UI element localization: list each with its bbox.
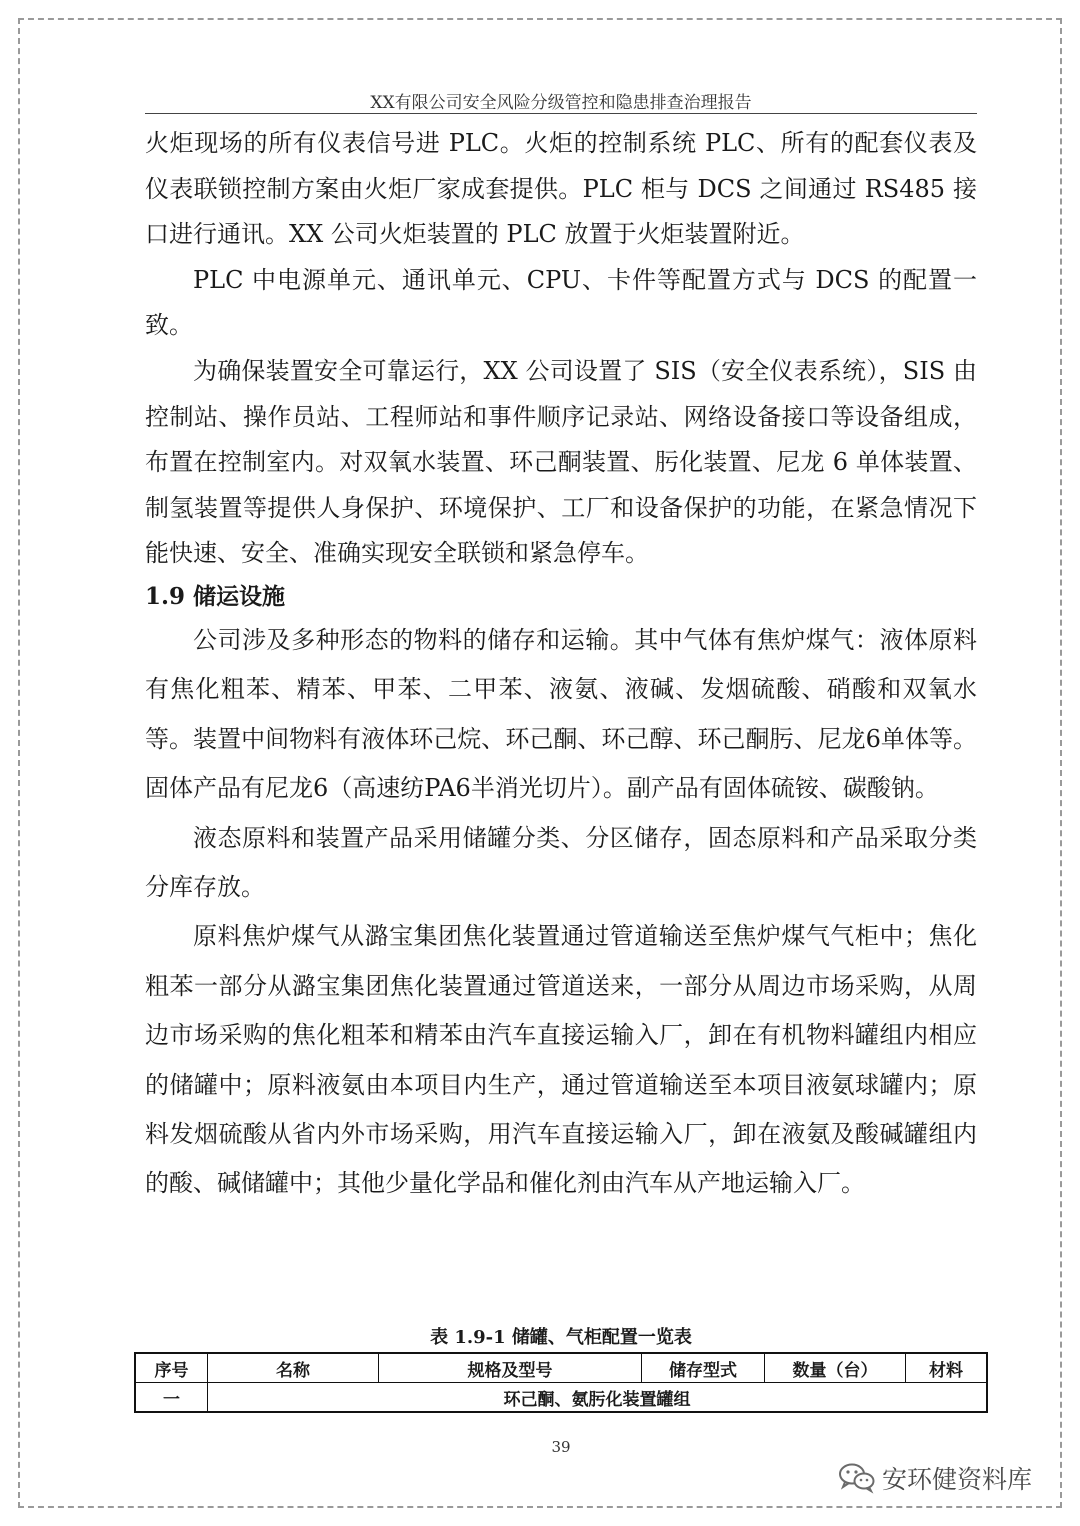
paragraph-storage: 液态原料和装置产品采用储罐分类、分区储存，固态原料和产品采取分类分库存放。: [145, 823, 977, 901]
page-number: 39: [551, 1438, 571, 1456]
page-content: [145, 121, 977, 1209]
column-header: 材料: [906, 1353, 988, 1383]
column-header: 规格及型号: [379, 1353, 642, 1383]
wechat-icon: [838, 1462, 876, 1494]
table-header-row: [135, 1353, 987, 1383]
column-header: 序号: [135, 1353, 208, 1383]
tank-config-table: [134, 1352, 988, 1413]
table-row: [135, 1383, 987, 1413]
paragraph-plc-signals: 火炬现场的所有仪表信号进 PLC。火炬的控制系统 PLC、所有的配套仪表及仪表联锁控制方案由火炬厂家成套提供。PLC 柜与 DCS 之间通过 RS485 接口进行通讯。XX 公司火炬装置的 PLC 放置于火炬装置附近。: [145, 129, 977, 249]
column-header: 名称: [208, 1353, 379, 1383]
paragraph-materials: 公司涉及多种形态的物料的储存和运输。其中气体有焦炉煤气：液体原料有焦化粗苯、精苯、甲苯、二甲苯、液氨、液碱、发烟硫酸、硝酸和双氧水等。装置中间物料有液体环己烷、环己酮、环己醇、环己酮肟、尼龙6单体等。固体产品有尼龙6（高速纺PA6半消光切片）。副产品有固体硫铵、碳酸钠。: [145, 625, 977, 803]
row-index: 一: [135, 1383, 208, 1413]
column-header: 储存型式: [642, 1353, 765, 1383]
group-name: 环己酮、氨肟化装置罐组: [208, 1383, 988, 1413]
paragraph-sis: 为确保装置安全可靠运行，XX 公司设置了 SIS（安全仪表系统），SIS 由控制站、操作员站、工程师站和事件顺序记录站、网络设备接口等设备组成，布置在控制室内。对双氧水装置、环己酮装置、肟化装置、尼龙 6 单体装置、制氢装置等提供人身保护、环境保护、工厂和设备保护的功能，在紧急情况下能快速、安全、准确实现安全联锁和紧急停车。: [145, 356, 977, 568]
watermark-text: 安环健资料库: [882, 1465, 1033, 1494]
table-caption: 表 1.9-1 储罐、气柜配置一览表: [430, 1327, 692, 1348]
section-heading: 1.9 储运设施: [145, 582, 286, 610]
watermark: [838, 1458, 1032, 1498]
column-header: 数量（台）: [765, 1353, 906, 1383]
paragraph-plc-config: PLC 中电源单元、通讯单元、CPU、卡件等配置方式与 DCS 的配置一致。: [145, 265, 977, 340]
header-divider: [145, 113, 977, 114]
document-header-title: XX有限公司安全风险分级管控和隐患排查治理报告: [370, 93, 752, 113]
paragraph-transport: 原料焦炉煤气从潞宝集团焦化装置通过管道输送至焦炉煤气气柜中；焦化粗苯一部分从潞宝集团焦化装置通过管道送来，一部分从周边市场采购，从周边市场采购的焦化粗苯和精苯由汽车直接运输入厂，卸在有机物料罐组内相应的储罐中；原料液氨由本项目内生产，通过管道输送至本项目液氨球罐内；原料发烟硫酸从省内外市场采购，用汽车直接运输入厂，卸在液氨及酸碱罐组内的酸、碱储罐中；其他少量化学品和催化剂由汽车从产地运输入厂。: [145, 922, 977, 1198]
